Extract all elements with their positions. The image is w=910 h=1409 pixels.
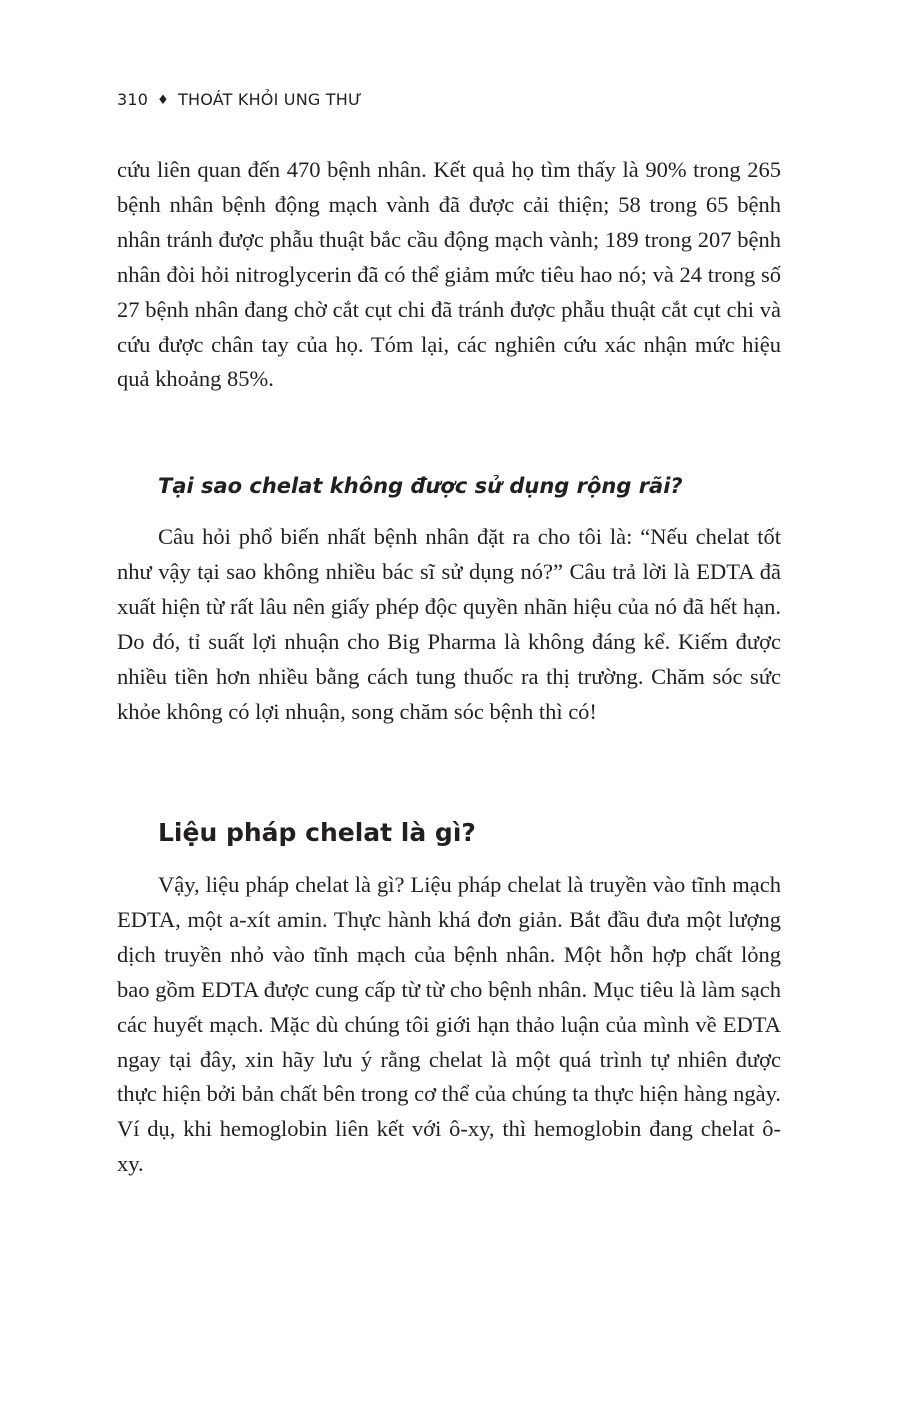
paragraph-why-not-used	[117, 520, 781, 729]
paragraph-text: Câu hỏi phổ biến nhất bệnh nhân đặt ra cho tôi là: “Nếu chelat tốt như vậy tại sao không nhiều bác sĩ sử dụng nó?” Câu trả lời là EDTA đã xuất hiện từ rất lâu nên giấy phép độc quyền nhãn hiệu của nó đã hết hạn. Do đó, tỉ suất lợi nhuận cho Big Pharma là không đáng kể. Kiếm được nhiều tiền hơn nhiều bằng cách tung thuốc ra thị trường. Chăm sóc sức khỏe không có lợi nhuận, song chăm sóc bệnh thì có!	[117, 524, 781, 724]
book-title: THOÁT KHỎI UNG THƯ	[178, 90, 362, 109]
paragraph-what-is-chelation	[117, 868, 781, 1182]
running-header	[117, 90, 362, 109]
section-heading: Liệu pháp chelat là gì?	[158, 818, 476, 847]
paragraph-text: cứu liên quan đến 470 bệnh nhân. Kết quả họ tìm thấy là 90% trong 265 bệnh nhân bệnh động mạch vành đã được cải thiện; 58 trong 65 bệnh nhân tránh được phẫu thuật bắc cầu động mạch vành; 189 trong 207 bệnh nhân đòi hỏi nitroglycerin đã có thể giảm mức tiêu hao nó; và 24 trong số 27 bệnh nhân đang chờ cắt cụt chi đã tránh được phẫu thuật cắt cụt chi và cứu được chân tay của họ. Tóm lại, các nghiên cứu xác nhận mức hiệu quả khoảng 85%.	[117, 157, 781, 392]
subheading: Tại sao chelat không được sử dụng rộng rãi?	[158, 474, 683, 498]
diamond-separator-icon: ♦	[157, 93, 169, 108]
paragraph-continuation	[117, 153, 781, 397]
page-number: 310	[117, 90, 149, 109]
paragraph-text: Vậy, liệu pháp chelat là gì? Liệu pháp chelat là truyền vào tĩnh mạch EDTA, một a-xít amin. Thực hành khá đơn giản. Bắt đầu đưa một lượng dịch truyền nhỏ vào tĩnh mạch của bệnh nhân. Một hỗn hợp chất lỏng bao gồm EDTA được cung cấp từ từ cho bệnh nhân. Mục tiêu là làm sạch các huyết mạch. Mặc dù chúng tôi giới hạn thảo luận của mình về EDTA ngay tại đây, xin hãy lưu ý rằng chelat là một quá trình tự nhiên được thực hiện bởi bản chất bên trong cơ thể của chúng ta thực hiện hàng ngày. Ví dụ, khi hemoglobin liên kết với ô-xy, thì hemoglobin đang chelat ô-xy.	[117, 872, 782, 1177]
